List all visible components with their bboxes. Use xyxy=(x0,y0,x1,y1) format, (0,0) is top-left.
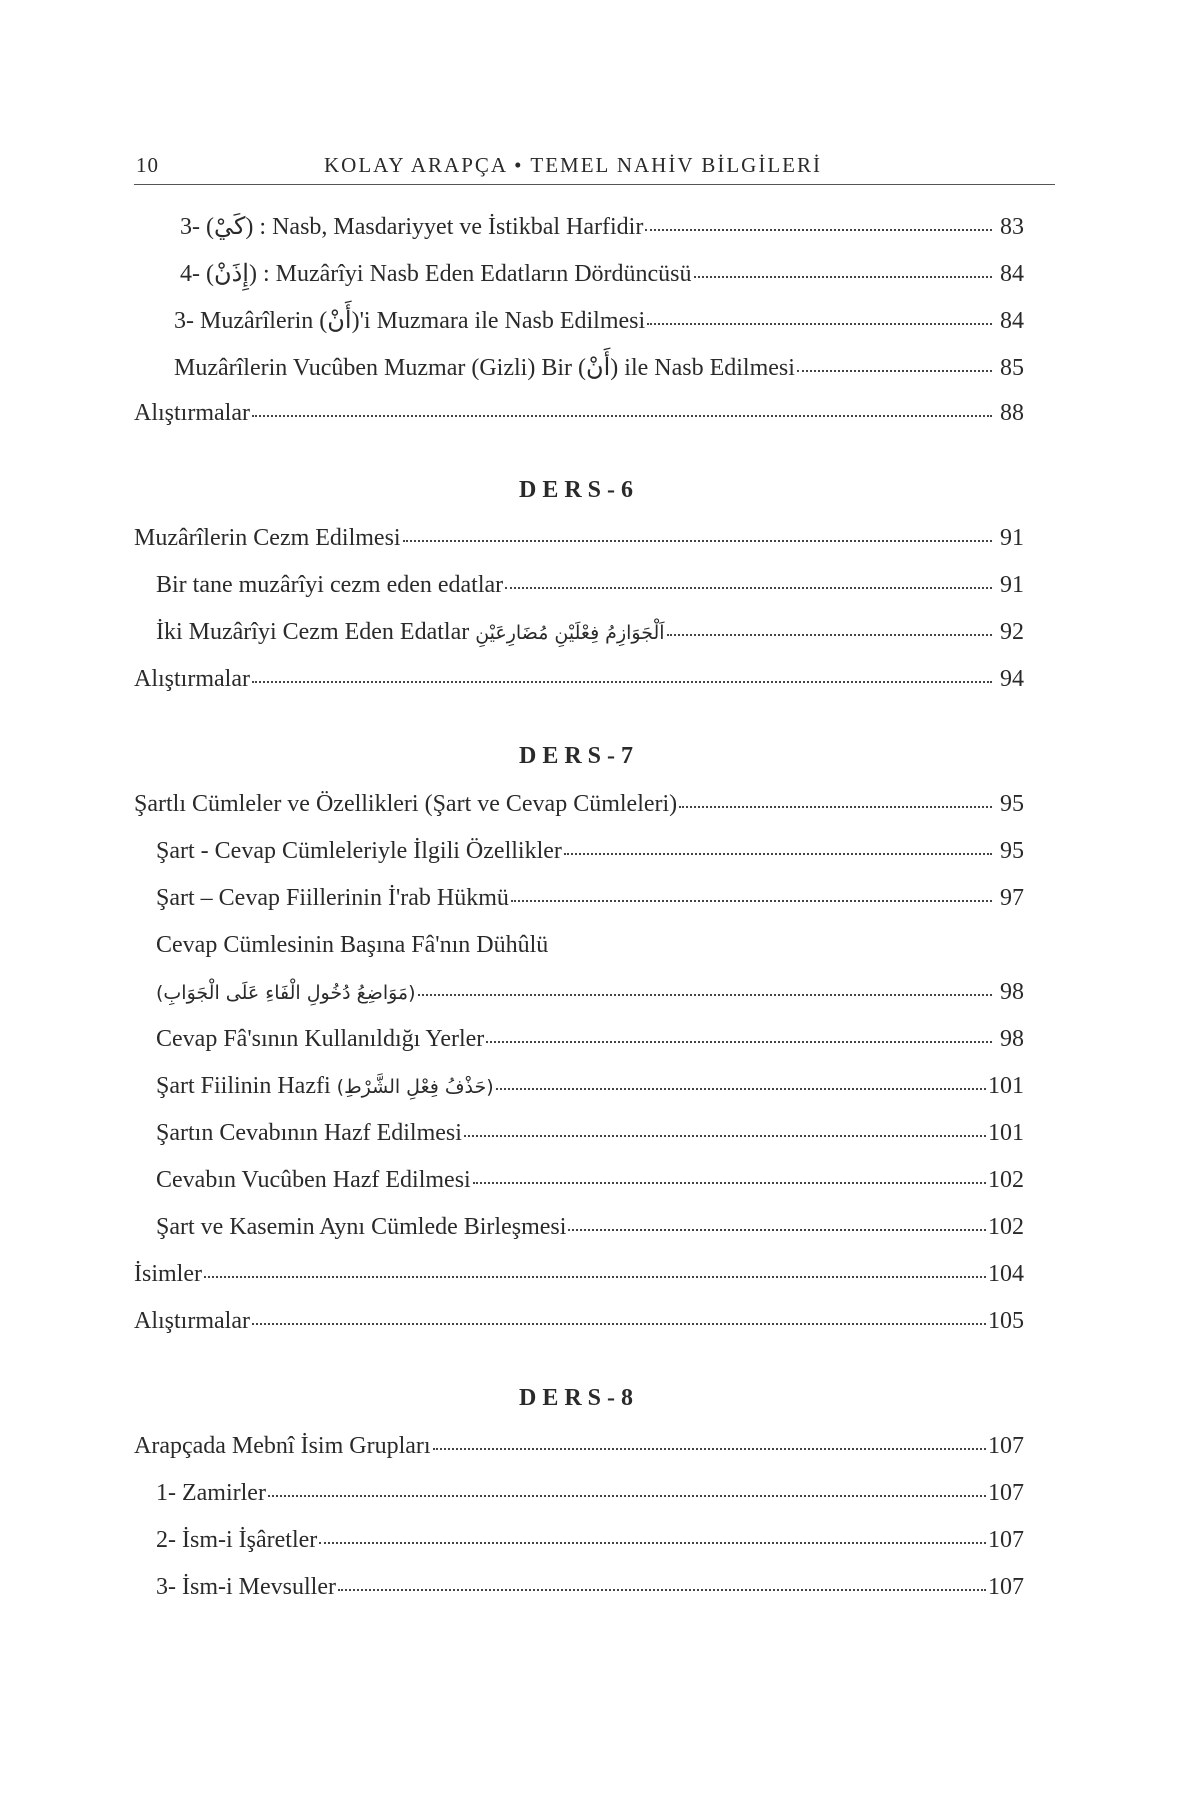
toc-entry-title: Muzârîlerin Cezm Edilmesi xyxy=(134,525,401,551)
toc-entry xyxy=(134,1308,1024,1355)
toc-entry-title: Bir tane muzârîyi cezm eden edatlar xyxy=(156,572,504,598)
page-number: 10 xyxy=(136,153,159,177)
dot-leader xyxy=(403,539,992,542)
dot-leader xyxy=(319,1541,986,1544)
dot-leader xyxy=(496,1087,986,1090)
toc-page-number: 84 xyxy=(1000,261,1024,287)
toc-page-number: 83 xyxy=(1000,214,1024,240)
toc-entry xyxy=(134,212,1024,259)
dot-leader xyxy=(647,322,992,325)
dot-leader xyxy=(268,1494,986,1497)
toc-entry-title: İsimler xyxy=(134,1261,202,1287)
table-of-contents xyxy=(134,212,1024,1621)
section-heading: DERS-6 xyxy=(518,476,639,503)
toc-entry-title: 3- İsm-i Mevsuller xyxy=(156,1574,336,1600)
toc-entry-title: Şartlı Cümleler ve Özellikleri (Şart ve Cevap Cümleleri) xyxy=(134,791,678,817)
dot-leader xyxy=(204,1275,986,1278)
toc-page-number: 91 xyxy=(1000,572,1024,598)
toc-entry xyxy=(134,838,1024,885)
section-heading: DERS-7 xyxy=(518,742,639,769)
toc-page-number: 85 xyxy=(1000,355,1024,381)
toc-entry xyxy=(134,1480,1024,1527)
dot-leader xyxy=(511,899,992,902)
dot-leader xyxy=(505,586,992,589)
toc-entry-title: 3- Muzârîlerin (أَنْ)'i Muzmara ile Nasb Edilmesi xyxy=(174,308,646,334)
toc-page-number: 104 xyxy=(988,1261,1024,1287)
toc-entry-title: Arapçada Mebnî İsim Grupları xyxy=(134,1433,431,1459)
toc-entry xyxy=(134,1527,1024,1574)
toc-entry xyxy=(134,1574,1024,1621)
toc-entry-title: Alıştırmalar xyxy=(134,666,250,692)
toc-entry xyxy=(134,1214,1024,1261)
dot-leader xyxy=(667,633,992,636)
toc-entry-title: Alıştırmalar xyxy=(134,1308,250,1334)
toc-page-number: 101 xyxy=(988,1120,1024,1146)
toc-entry xyxy=(134,572,1024,619)
toc-entry-title: 4- (إِذَنْ) : Muzârîyi Nasb Eden Edatların Dördüncüsü xyxy=(180,261,692,287)
toc-entry-title: Şart – Cevap Fiillerinin İ'rab Hükmü xyxy=(156,885,509,911)
toc-page-number: 101 xyxy=(988,1073,1024,1099)
dot-leader xyxy=(797,369,992,372)
toc-page-number: 91 xyxy=(1000,525,1024,551)
dot-leader xyxy=(338,1588,986,1591)
dot-leader xyxy=(694,275,992,278)
toc-entry-title: 2- İsm-i İşâretler xyxy=(156,1527,318,1553)
toc-entry xyxy=(134,306,1024,353)
dot-leader xyxy=(252,1322,986,1325)
dot-leader xyxy=(418,993,992,996)
toc-page-number: 102 xyxy=(988,1167,1024,1193)
toc-entry-title: Muzârîlerin Vucûben Muzmar (Gizli) Bir (أَنْ) ile Nasb Edilmesi xyxy=(174,355,795,381)
toc-entry xyxy=(134,1073,1024,1120)
toc-page-number: 107 xyxy=(988,1480,1024,1506)
toc-entry xyxy=(134,1026,1024,1073)
toc-page-number: 88 xyxy=(1000,400,1024,426)
dot-leader xyxy=(486,1040,992,1043)
toc-page-number: 107 xyxy=(988,1527,1024,1553)
dot-leader xyxy=(252,414,992,417)
toc-page-number: 95 xyxy=(1000,791,1024,817)
toc-entry xyxy=(134,619,1024,666)
toc-entry-title: 3- (كَيْ) : Nasb, Masdariyyet ve İstikbal Harfidir xyxy=(180,214,644,240)
toc-entry-title: Şart Fiilinin Hazfi xyxy=(156,1073,331,1099)
toc-entry-continuation xyxy=(134,979,1024,1026)
toc-entry xyxy=(134,353,1024,400)
dot-leader xyxy=(252,680,992,683)
dot-leader xyxy=(568,1228,986,1231)
toc-entry xyxy=(134,791,1024,838)
toc-page-number: 107 xyxy=(988,1574,1024,1600)
toc-entry-title: Şart ve Kasemin Aynı Cümlede Birleşmesi xyxy=(156,1214,567,1240)
dot-leader xyxy=(433,1447,986,1450)
toc-entry xyxy=(134,885,1024,932)
toc-entry-title: Cevabın Vucûben Hazf Edilmesi xyxy=(156,1167,471,1193)
toc-page-number: 97 xyxy=(1000,885,1024,911)
toc-page-number: 92 xyxy=(1000,619,1024,645)
running-title: KOLAY ARAPÇA • TEMEL NAHİV BİLGİLERİ xyxy=(324,153,822,177)
toc-entry xyxy=(134,1167,1024,1214)
toc-page-number: 94 xyxy=(1000,666,1024,692)
toc-page-number: 105 xyxy=(988,1308,1024,1334)
toc-entry xyxy=(134,1120,1024,1167)
toc-entry xyxy=(134,1261,1024,1308)
toc-entry-title: Şartın Cevabının Hazf Edilmesi xyxy=(156,1120,462,1146)
dot-leader xyxy=(679,805,992,808)
toc-page-number: 98 xyxy=(1000,979,1024,1005)
toc-entry-title: Cevap Fâ'sının Kullanıldığı Yerler xyxy=(156,1026,485,1052)
toc-entry-first-line xyxy=(134,932,1024,979)
arabic-term: (حَذْفُ فِعْلِ الشَّرْطِ) xyxy=(336,1076,494,1098)
dot-leader xyxy=(464,1134,986,1137)
dot-leader xyxy=(473,1181,986,1184)
dot-leader xyxy=(645,228,992,231)
toc-entry-title: İki Muzârîyi Cezm Eden Edatlar xyxy=(156,619,470,645)
toc-entry xyxy=(134,1433,1024,1480)
toc-page-number: 98 xyxy=(1000,1026,1024,1052)
section-heading: DERS-8 xyxy=(518,1384,639,1411)
toc-page-number: 107 xyxy=(988,1433,1024,1459)
toc-entry xyxy=(134,400,1024,447)
toc-page-number: 102 xyxy=(988,1214,1024,1240)
toc-entry-title: Şart - Cevap Cümleleriyle İlgili Özellikler xyxy=(156,838,562,864)
toc-entry-title: Alıştırmalar xyxy=(134,400,250,426)
arabic-term: (مَوَاضِعُ دُخُولِ الْفَاءِ عَلَى الْجَوَابِ) xyxy=(156,982,416,1004)
toc-page-number: 84 xyxy=(1000,308,1024,334)
dot-leader xyxy=(564,852,992,855)
toc-entry xyxy=(134,525,1024,572)
toc-entry-title: Cevap Cümlesinin Başına Fâ'nın Dühûlü xyxy=(156,932,549,958)
page-header xyxy=(134,150,1055,185)
toc-entry xyxy=(134,259,1024,306)
toc-entry-title: 1- Zamirler xyxy=(156,1480,266,1506)
arabic-term: اَلْجَوَازِمُ فِعْلَيْنِ مُضَارِعَيْنِ xyxy=(475,622,665,644)
toc-entry xyxy=(134,666,1024,713)
toc-page-number: 95 xyxy=(1000,838,1024,864)
